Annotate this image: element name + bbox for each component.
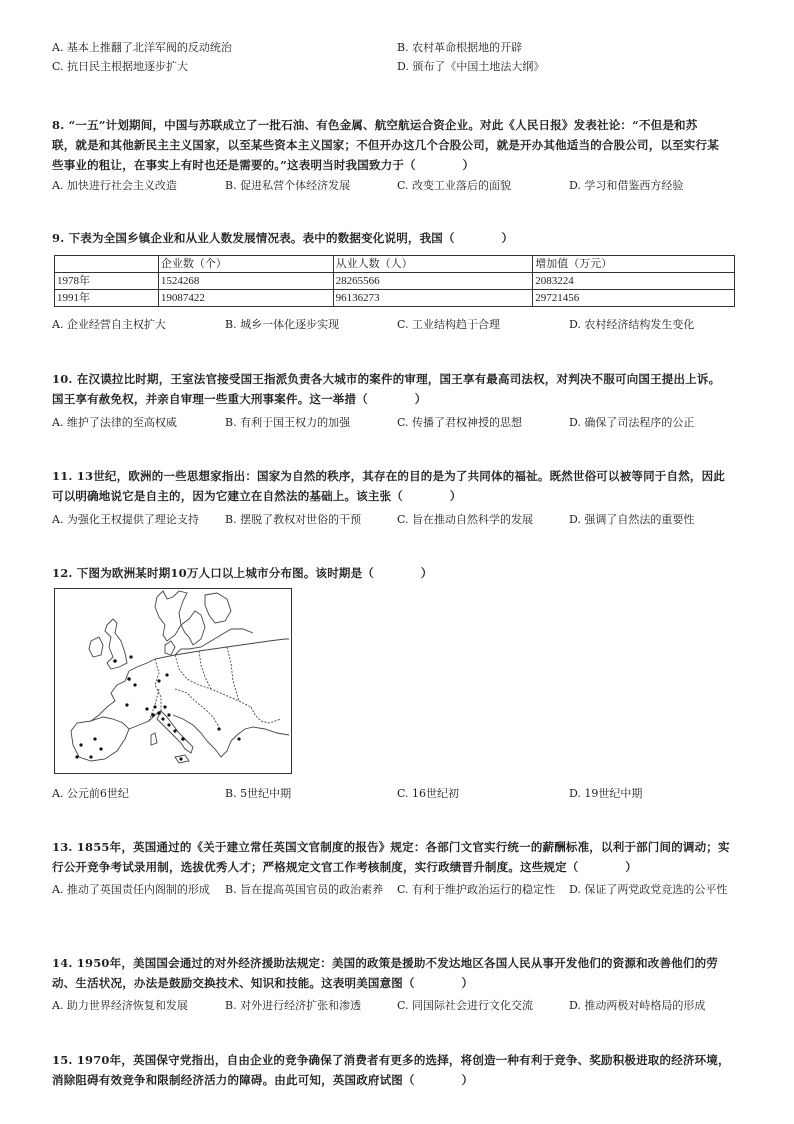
q13-option-c[interactable]: C. 有利于维护政治运行的稳定性 [397,883,556,896]
q13-line-2: 行公开竞争考试录用制，选拔优秀人才；严格规定文官工作考核制度，实行政绩晋升制度。这些规定（ ） [52,860,637,874]
question-12-stem: 12. 下图为欧洲某时期10万人口以上城市分布图。该时期是（ ） [52,566,433,580]
q9-option-c[interactable]: C. 工业结构趋于合理 [397,318,501,331]
q7-option-a[interactable]: A. 基本上推翻了北洋军阀的反动统治 [52,41,232,54]
table-cell: 1524268 [158,273,333,290]
q12-option-b[interactable]: B. 5世纪中期 [225,787,292,800]
q8-option-c[interactable]: C. 改变工业落后的面貌 [397,179,512,192]
europe-city-map [54,588,292,774]
table-cell: 19087422 [158,290,333,307]
q10-option-c[interactable]: C. 传播了君权神授的思想 [397,416,523,429]
q11-line-1: 11. 13世纪，欧洲的一些思想家指出：国家为自然的秩序，其存在的目的是为了共同体的福祉。既然世俗可以被等同于自然，因此 [52,469,726,483]
question-15-stem [52,1050,742,1090]
q9-option-d[interactable]: D. 农村经济结构发生变化 [569,318,695,331]
q11-option-a[interactable]: A. 为强化王权提供了理论支持 [52,513,199,526]
q10-line-2: 国王享有赦免权，并亲自审理一些重大刑事案件。这一举措（ ） [52,392,427,406]
table-header-cell: 增加值（万元） [533,256,735,273]
table-header-row [55,256,735,273]
table-cell: 96136273 [333,290,533,307]
q14-line-1: 14. 1950年，美国国会通过的对外经济援助法规定：美国的政策是援助不发达地区各国人民从事开发他们的资源和改善他们的劳 [52,956,719,970]
q10-line-1: 10. 在汉谟拉比时期，王室法官接受国王指派负责各大城市的案件的审理，国王享有最高司法权，对判决不服可向国王提出上诉。 [52,372,721,386]
table-header-cell: 从业人数（人） [333,256,533,273]
q15-line-2: 消除阻碍有效竞争和限制经济活力的障碍。由此可知，英国政府试图（ ） [52,1073,474,1087]
q12-option-a[interactable]: A. 公元前6世纪 [52,787,129,800]
question-9-stem: 9. 下表为全国乡镇企业和从业人数发展情况表。表中的数据变化说明，我国（ ） [52,231,514,245]
question-11-stem [52,466,742,506]
q7-option-c[interactable]: C. 抗日民主根据地逐步扩大 [52,60,189,73]
q12-option-d[interactable]: D. 19世纪中期 [569,787,643,800]
q14-option-a[interactable]: A. 助力世界经济恢复和发展 [52,999,188,1012]
q13-option-a[interactable]: A. 推动了英国责任内阁制的形成 [52,883,210,896]
table-cell: 29721456 [533,290,735,307]
q9-option-a[interactable]: A. 企业经营自主权扩大 [52,318,166,331]
q14-option-c[interactable]: C. 同国际社会进行文化交流 [397,999,534,1012]
q7-option-d[interactable]: D. 颁布了《中国土地法大纲》 [397,60,545,73]
table-cell: 1991年 [55,290,159,307]
q13-line-1: 13. 1855年，英国通过的《关于建立常任英国文官制度的报告》规定：各部门文官实行统一的薪酬标准，以利于部门间的调动；实 [52,840,730,854]
q10-option-a[interactable]: A. 维护了法律的至高权威 [52,416,177,429]
question-14-stem [52,953,742,993]
q14-option-b[interactable]: B. 对外进行经济扩张和渗透 [225,999,362,1012]
q11-line-2: 可以明确地说它是自主的，因为它建立在自然法的基础上。该主张（ ） [52,489,462,503]
europe-map-illustration [55,589,291,773]
q8-option-a[interactable]: A. 加快进行社会主义改造 [52,179,177,192]
q7-option-b[interactable]: B. 农村革命根据地的开辟 [397,41,523,54]
table-cell: 28265566 [333,273,533,290]
q9-data-table [54,255,735,307]
q12-option-c[interactable]: C. 16世纪初 [397,787,460,800]
q8-line-1: 8. “一五”计划期间，中国与苏联成立了一批石油、有色金属、航空航运合资企业。对此《人民日报》发表社论：“不但是和苏 [52,118,698,132]
q13-option-d[interactable]: D. 保证了两党政党竞选的公平性 [569,883,728,896]
q15-line-1: 15. 1970年，英国保守党指出，自由企业的竞争确保了消费者有更多的选择，将创造一种有利于竞争、奖励积极进取的经济环境， [52,1053,730,1067]
question-13-stem [52,837,742,877]
q13-option-b[interactable]: B. 旨在提高英国官员的政治素养 [225,883,384,896]
q14-line-2: 动、生活状况，办法是鼓励交换技术、知识和技能。这表明美国意图（ ） [52,976,474,990]
q11-option-d[interactable]: D. 强调了自然法的重要性 [569,513,695,526]
q9-option-b[interactable]: B. 城乡一体化逐步实现 [225,318,340,331]
question-10-stem [52,369,742,409]
table-cell: 1978年 [55,273,159,290]
q11-option-c[interactable]: C. 旨在推动自然科学的发展 [397,513,534,526]
q8-line-3: 些事业的租让，在事实上有时也还是需要的。”这表明当时我国致力于（ ） [52,158,475,172]
q8-line-2: 联，就是和其他新民主主义国家，以至某些资本主义国家；不但开办这几个合股公司，就是开办其他适当的合股公司，以至实行某 [52,138,719,152]
q8-option-d[interactable]: D. 学习和借鉴西方经验 [569,179,684,192]
q10-option-b[interactable]: B. 有利于国王权力的加强 [225,416,351,429]
q14-option-d[interactable]: D. 推动两极对峙格局的形成 [569,999,706,1012]
table-header-cell: 企业数（个） [158,256,333,273]
table-row [55,290,735,307]
table-cell: 2083224 [533,273,735,290]
q8-option-b[interactable]: B. 促进私营个体经济发展 [225,179,351,192]
table-row [55,273,735,290]
q11-option-b[interactable]: B. 摆脱了教权对世俗的干预 [225,513,362,526]
question-8-stem [52,115,742,175]
q10-option-d[interactable]: D. 确保了司法程序的公正 [569,416,695,429]
table-header-cell [55,256,159,273]
